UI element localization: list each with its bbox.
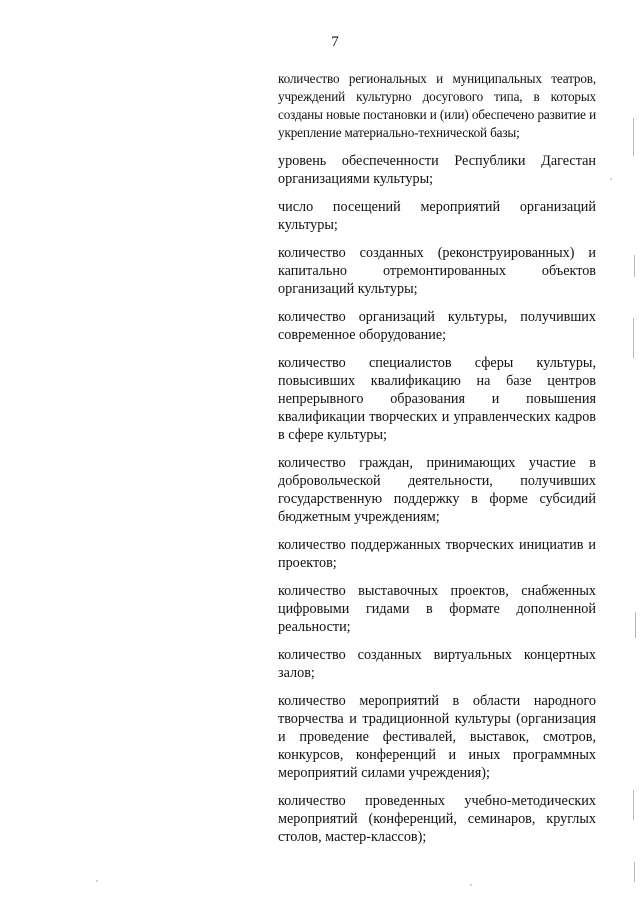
- list-item: количество проведенных учебно-методических мероприятий (конференций, семинаров, круглых столов, мастер-классов);: [278, 793, 596, 845]
- list-item: число посещений мероприятий организаций культуры;: [278, 199, 596, 233]
- list-item: количество мероприятий в области народного творчества и традиционной культуры (организация и проведение фестивалей, выставок, смотров, конкурсов, конференций и иных программных мероприятий силами учреждения);: [278, 693, 596, 781]
- scan-margin-mark: [634, 255, 635, 277]
- scan-speck: [96, 880, 98, 882]
- list-item: количество региональных и муниципальных театров, учреждений культурно досугового типа, в которых созданы новые постановки и (или) обеспечено развитие и укрепление материально-технической базы;: [278, 71, 596, 140]
- list-item: количество созданных виртуальных концертных залов;: [278, 647, 596, 681]
- scan-margin-mark: [633, 790, 634, 820]
- scan-margin-mark: [633, 318, 634, 358]
- scan-speck: [470, 884, 472, 886]
- scan-margin-mark: [633, 118, 634, 156]
- scan-margin-mark: [635, 612, 636, 638]
- scan-speck: [610, 178, 612, 180]
- list-item: количество специалистов сферы культуры, повысивших квалификацию на базе центров непрерывного образования и повышения квалификации творческих и управленческих кадров в сфере культуры;: [278, 355, 596, 443]
- list-item: количество поддержанных творческих инициатив и проектов;: [278, 537, 596, 571]
- list-item: количество граждан, принимающих участие в добровольческой деятельности, получивших государственную поддержку в форме субсидий бюджетным учреждениям;: [278, 455, 596, 525]
- scan-margin-mark: [634, 862, 635, 882]
- document-body: [278, 70, 596, 856]
- page-number: 7: [331, 34, 339, 50]
- list-item: уровень обеспеченности Республики Дагестан организациями культуры;: [278, 153, 596, 187]
- list-item: количество организаций культуры, получивших современное оборудование;: [278, 309, 596, 343]
- list-item: количество выставочных проектов, снабженных цифровыми гидами в формате дополненной реальности;: [278, 583, 596, 635]
- list-item: количество созданных (реконструированных) и капитально отремонтированных объектов организаций культуры;: [278, 245, 596, 297]
